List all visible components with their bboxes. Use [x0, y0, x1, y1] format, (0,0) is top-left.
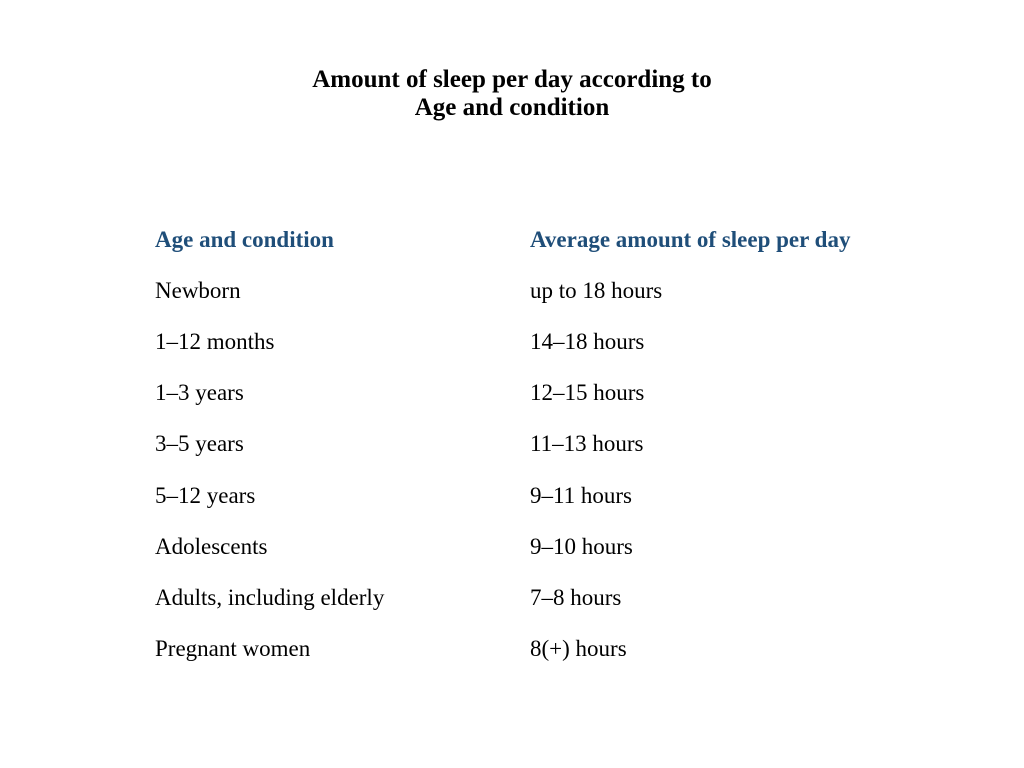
sleep-cell: 8(+) hours [530, 636, 627, 662]
sleep-cell: 11–13 hours [530, 431, 644, 457]
title-line-2: Age and condition [414, 94, 610, 121]
age-cell: Adolescents [155, 533, 268, 559]
age-cell: Pregnant women [155, 636, 311, 662]
table-row [155, 368, 915, 419]
table-row [155, 572, 915, 623]
age-cell: 3–5 years [155, 431, 244, 457]
age-cell: Newborn [155, 277, 241, 303]
table-row [155, 470, 915, 521]
age-cell: 1–12 months [155, 328, 275, 354]
table-row [155, 419, 915, 470]
table-row [155, 521, 915, 572]
sleep-cell: 7–8 hours [530, 584, 622, 610]
sleep-cell: 9–10 hours [530, 533, 633, 559]
age-cell: Adults, including elderly [155, 584, 385, 610]
header-age-and-condition: Age and condition [155, 226, 334, 252]
table-row [155, 316, 915, 367]
page-title [0, 66, 1024, 122]
title-line-1: Amount of sleep per day according to [312, 66, 712, 93]
table-row [155, 265, 915, 316]
sleep-table [155, 214, 915, 675]
sleep-cell: 9–11 hours [530, 482, 633, 508]
table-row [155, 624, 915, 675]
header-average-sleep: Average amount of sleep per day [530, 226, 851, 252]
age-cell: 1–3 years [155, 380, 244, 406]
age-cell: 5–12 years [155, 482, 256, 508]
table-header-row [155, 214, 915, 265]
sleep-cell: 14–18 hours [530, 328, 645, 354]
sleep-cell: up to 18 hours [530, 277, 663, 303]
sleep-cell: 12–15 hours [530, 380, 645, 406]
